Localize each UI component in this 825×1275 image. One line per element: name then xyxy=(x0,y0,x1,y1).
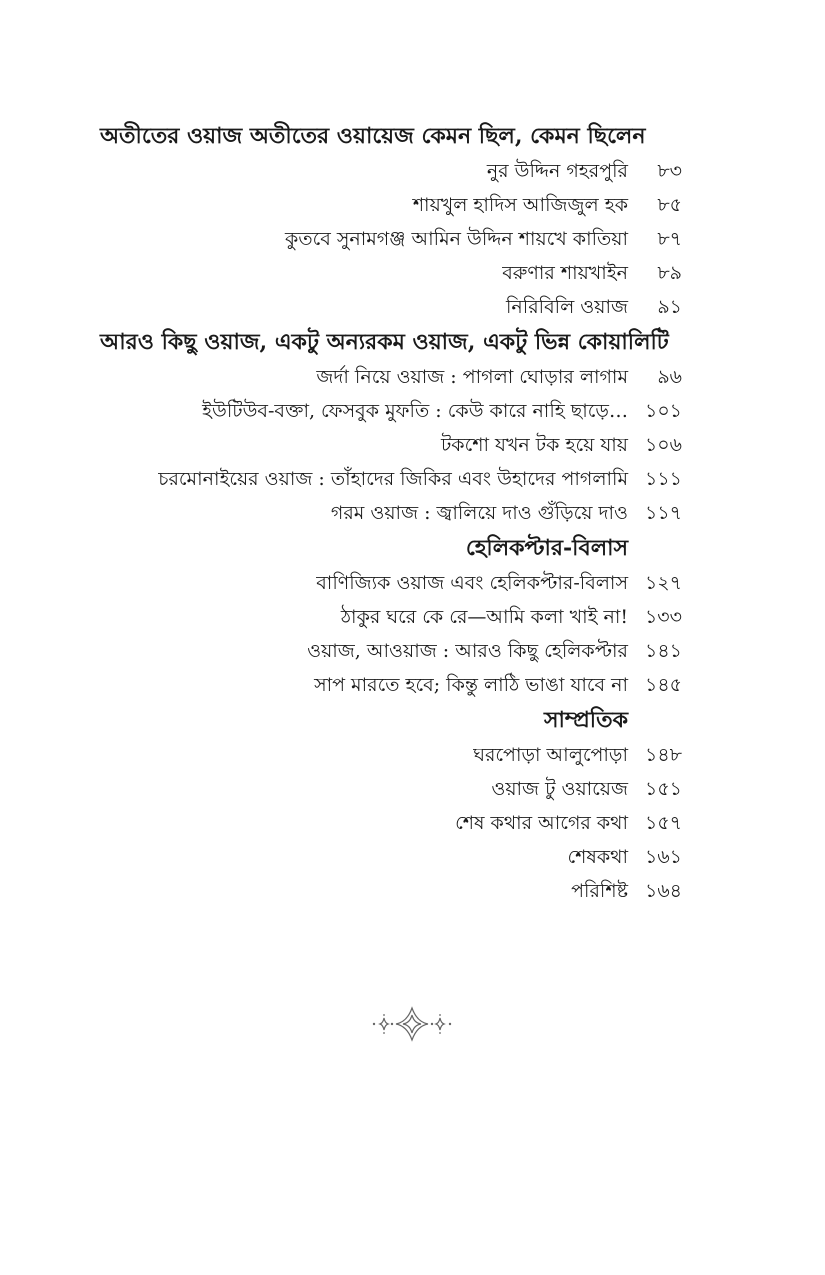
entry-page-number: ১৫৭ xyxy=(644,812,682,834)
entry-title: ওয়াজ টু ওয়ায়েজ xyxy=(491,778,628,800)
toc-entry xyxy=(100,394,690,428)
entry-page-number: ৮৫ xyxy=(657,194,682,216)
entry-page-number: ১০৬ xyxy=(644,434,682,456)
toc-entry xyxy=(100,154,690,188)
entry-page-number: ১২৭ xyxy=(644,572,682,594)
toc-section-4 xyxy=(100,702,690,908)
entry-page-number: ১৩৩ xyxy=(644,606,682,628)
toc-section-3 xyxy=(100,530,690,702)
entry-title: বাণিজ্যিক ওয়াজ এবং হেলিকপ্টার-বিলাস xyxy=(316,572,628,594)
section-title: আরও কিছু ওয়াজ, একটু অন্যরকম ওয়াজ, একটু ভিন্ন কোয়ালিটি xyxy=(100,329,669,355)
toc-entry xyxy=(100,428,690,462)
toc-entry xyxy=(100,496,690,530)
entry-title: শেষ কথার আগের কথা xyxy=(455,812,628,834)
entry-title: নুর উদ্দিন গহরপুরি xyxy=(486,160,628,182)
ornament-strokes xyxy=(380,1008,444,1040)
entry-page-number: ৮৩ xyxy=(657,160,682,182)
entry-title: শায়খুল হাদিস আজিজুল হক xyxy=(412,194,628,216)
entry-page-number: ১৬৪ xyxy=(644,880,682,902)
large-star-inner xyxy=(403,1015,421,1033)
small-star-right xyxy=(436,1018,444,1030)
entry-title: নিরিবিলি ওয়াজ xyxy=(506,296,628,318)
toc-section-2 xyxy=(100,324,690,530)
toc-entry xyxy=(100,188,690,222)
toc-entry xyxy=(100,290,690,324)
section-title: সাম্প্রতিক xyxy=(543,707,628,733)
entry-page-number: ৮৯ xyxy=(657,262,682,284)
toc-entry xyxy=(100,874,690,908)
toc-entry xyxy=(100,806,690,840)
section-title: অতীতের ওয়াজ অতীতের ওয়ায়েজ কেমন ছিল, কেমন ছিলেন xyxy=(100,123,646,149)
table-of-contents xyxy=(100,118,690,908)
entry-title: ঠাকুর ঘরে কে রে—আমি কলা খাই না! xyxy=(340,606,628,628)
entry-page-number: ১৫১ xyxy=(645,778,682,800)
toc-entry xyxy=(100,360,690,394)
section-title: হেলিকপ্টার-বিলাস xyxy=(465,535,628,561)
entry-title: কুতবে সুনামগঞ্জ আমিন উদ্দিন শায়খে কাতিয়া xyxy=(285,228,628,250)
entry-title: টকশো যখন টক হয়ে যায় xyxy=(440,434,628,456)
toc-entry xyxy=(100,668,690,702)
entry-title: পরিশিষ্ট xyxy=(571,880,628,902)
entry-page-number: ১১১ xyxy=(645,468,682,490)
entry-page-number: ৯১ xyxy=(657,296,682,318)
entry-title: ইউটিউব-বক্তা, ফেসবুক মুফতি : কেউ কারে নাহি ছাড়ে… xyxy=(202,400,628,422)
toc-entry xyxy=(100,462,690,496)
toc-entry xyxy=(100,634,690,668)
entry-page-number: ১০১ xyxy=(644,400,682,422)
toc-entry xyxy=(100,222,690,256)
entry-title: ওয়াজ, আওয়াজ : আরও কিছু হেলিকপ্টার xyxy=(307,640,628,662)
entry-title: ঘরপোড়া আলুপোড়া xyxy=(473,744,628,766)
entry-page-number: ১৪১ xyxy=(645,640,682,662)
toc-entry xyxy=(100,772,690,806)
entry-title: জর্দা নিয়ে ওয়াজ : পাগলা ঘোড়ার লাগাম xyxy=(316,366,628,388)
entry-page-number: ৮৭ xyxy=(657,228,682,250)
entry-page-number: ১৪৫ xyxy=(645,674,682,696)
entry-page-number: ১১৭ xyxy=(644,502,682,524)
entry-title: গরম ওয়াজ : জ্বালিয়ে দাও গুঁড়িয়ে দাও xyxy=(330,502,628,524)
toc-entry xyxy=(100,840,690,874)
entry-page-number: ৯৬ xyxy=(657,366,682,388)
toc-entry xyxy=(100,566,690,600)
entry-title: চরমোনাইয়ের ওয়াজ : তাঁহাদের জিকির এবং উহাদের পাগলামি xyxy=(158,468,628,490)
entry-title: বরুণার শায়খাইন xyxy=(502,262,628,284)
entry-page-number: ১৪৮ xyxy=(645,744,682,766)
large-star-center xyxy=(396,1008,428,1040)
entry-page-number: ১৬১ xyxy=(644,846,682,868)
star-ornament-icon xyxy=(362,1002,462,1046)
entry-title: শেষকথা xyxy=(567,846,628,868)
toc-entry xyxy=(100,256,690,290)
toc-entry xyxy=(100,738,690,772)
small-star-left xyxy=(380,1018,388,1030)
toc-entry xyxy=(100,600,690,634)
ornament-dots xyxy=(373,1014,451,1034)
toc-section-1 xyxy=(100,118,690,324)
entry-title: সাপ মারতে হবে; কিন্তু লাঠি ভাঙা যাবে না xyxy=(314,674,628,696)
